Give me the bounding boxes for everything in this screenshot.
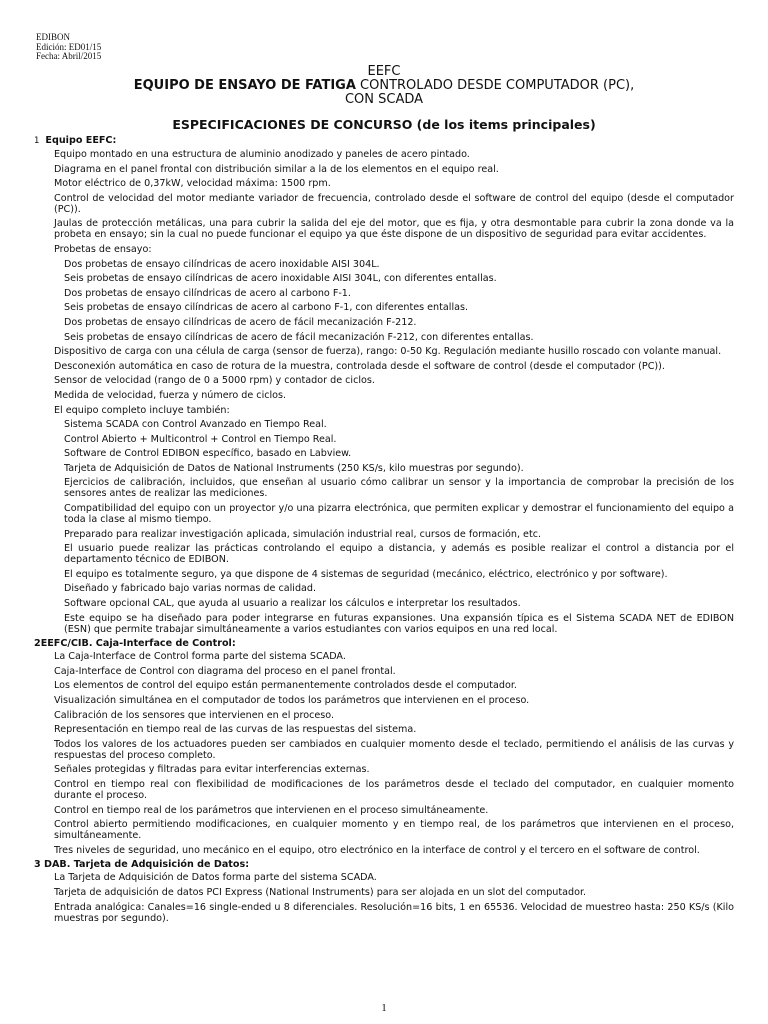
spec-item: El usuario puede realizar las prácticas controlando el equipo a distancia, y además es posible realizar el control a distancia por el departamento técnico de EDIBON. [64,543,734,566]
spec-item: Diagrama en el panel frontal con distribución similar a la de los elementos en el equipo real. [54,163,499,175]
spec-item: El equipo es totalmente seguro, ya que dispone de 4 sistemas de seguridad (mecánico, eléctrico, electrónico y por software). [64,568,668,580]
spec-item: Dispositivo de carga con una célula de carga (sensor de fuerza), rango: 0-50 Kg. Regulación mediante husillo roscado con volante manual. [54,346,722,358]
title-line-2: CON SCADA [344,92,424,107]
spec-item: Desconexión automática en caso de rotura de la muestra, controlada desde el software de control (desde el computador (PC)). [54,360,665,372]
spec-item: Entrada analógica: Canales=16 single-ended u 8 diferenciales. Resolución=16 bits, 1 en 65536. Velocidad de muestreo hasta: 250 KS/s (Kilo muestras por segundo). [54,901,734,924]
spec-item: Diseñado y fabricado bajo varias normas de calidad. [64,583,317,595]
document-header-meta [36,33,101,62]
spec-item: Todos los valores de los actuadores pueden ser cambiados en cualquier momento desde el teclado, permitiendo el análisis de las curvas y respuestas del proceso completo. [54,738,734,761]
spec-item: Caja-Interface de Control con diagrama del proceso en el panel frontal. [54,665,396,677]
spec-item: La Caja-Interface de Control forma parte del sistema SCADA. [54,651,346,663]
spec-item: Control de velocidad del motor mediante variador de frecuencia, controlado desde el software de control del equipo (desde el computador (PC)). [54,192,734,215]
spec-item: Seis probetas de ensayo cilíndricas de acero al carbono F-1, con diferentes entallas. [64,302,469,314]
spec-item: Probetas de ensayo: [54,243,152,255]
section-heading [34,135,734,147]
section-number: 3 [34,859,41,871]
company-name: EDIBON [36,32,70,42]
spec-item: Software opcional CAL, que ayuda al usuario a realizar los cálculos e interpretar los resultados. [64,598,521,610]
section-heading [34,859,734,870]
spec-item: Sistema SCADA con Control Avanzado en Tiempo Real. [64,419,327,431]
spec-item: Señales protegidas y filtradas para evitar interferencias externas. [54,764,370,776]
spec-item: Los elementos de control del equipo están permanentemente controlados desde el computador. [54,680,517,692]
section-heading [34,638,734,649]
spec-item: Motor eléctrico de 0,37kW, velocidad máxima: 1500 rpm. [54,178,331,190]
section-title: DAB. Tarjeta de Adquisición de Datos: [44,859,250,871]
spec-item: Control en tiempo real de los parámetros que intervienen en el proceso simultáneamente. [54,804,489,816]
spec-item: Equipo montado en una estructura de aluminio anodizado y paneles de acero pintado. [54,149,470,160]
spec-item: La Tarjeta de Adquisición de Datos forma parte del sistema SCADA. [54,872,377,884]
spec-item: Control abierto permitiendo modificaciones, en cualquier momento y en tiempo real, de los parámetros que intervienen en el proceso, simultáneamente. [54,819,734,842]
date-label: Fecha: Abril/2015 [36,51,102,61]
page-number: 1 [381,1002,387,1014]
title-bold-part: EQUIPO DE ENSAYO DE FATIGA [133,78,356,93]
spec-item: Compatibilidad del equipo con un proyector y/o una pizarra electrónica, que permiten explicar y demostrar el funcionamiento del equipo a toda la clase al mismo tiempo. [64,503,734,526]
section-title: EEFC/CIB. Caja-Interface de Control: [40,638,236,650]
spec-item: Este equipo se ha diseñado para poder integrarse en futuras expansiones. Una expansión típica es el Sistema SCADA NET de EDIBON (ESN) que permite trabajar simultáneamente a varios estudiantes con varios equipos en una red local. [64,612,734,635]
spec-item: Control en tiempo real con flexibilidad de modificaciones de los parámetros desde el teclado del computador, en cualquier momento durante el proceso. [54,778,734,801]
document-title [0,65,768,107]
spec-item: Tres niveles de seguridad, uno mecánico en el equipo, otro electrónico en la interface de control y el tercero en el software de control. [54,844,700,856]
spec-item: El equipo completo incluye también: [54,404,230,416]
spec-item: Dos probetas de ensayo cilíndricas de acero inoxidable AISI 304L. [64,258,380,270]
section-number: 2 [34,638,41,650]
spec-item: Seis probetas de ensayo cilíndricas de acero de fácil mecanización F-212, con diferentes entallas. [64,331,534,343]
spec-item: Preparado para realizar investigación aplicada, simulación industrial real, cursos de formación, etc. [64,528,542,540]
spec-item: Medida de velocidad, fuerza y número de ciclos. [54,389,287,401]
spec-item: Visualización simultánea en el computador de todos los parámetros que intervienen en el proceso. [54,695,530,706]
product-code: EEFC [367,64,401,79]
spec-item: Tarjeta de adquisición de datos PCI Express (National Instruments) para ser alojada en un slot del computador. [54,886,587,898]
spec-item: Sensor de velocidad (rango de 0 a 5000 rpm) y contador de ciclos. [54,375,375,387]
edition-label: Edición: ED01/15 [36,41,102,52]
specifications-body [34,133,734,927]
spec-item: Seis probetas de ensayo cilíndricas de acero inoxidable AISI 304L, con diferentes entallas. [64,273,497,285]
section-title: Equipo EEFC: [45,135,117,146]
title-rest-part: CONTROLADO DESDE COMPUTADOR (PC), [355,78,635,93]
specifications-heading: ESPECIFICACIONES DE CONCURSO (de los items principales) [172,117,596,132]
spec-item: Representación en tiempo real de las curvas de las respuestas del sistema. [54,724,417,736]
spec-item: Ejercicios de calibración, incluidos, que enseñan al usuario cómo calibrar un sensor y la importancia de comprobar la precisión de los sensores antes de realizar las mediciones. [64,477,734,500]
spec-item: Dos probetas de ensayo cilíndricas de acero de fácil mecanización F-212. [64,316,417,328]
spec-item: Tarjeta de Adquisición de Datos de National Instruments (250 KS/s, kilo muestras por segundo). [64,462,524,474]
section-number: 1 [34,136,40,146]
spec-item: Calibración de los sensores que intervienen en el proceso. [54,709,335,721]
title-line-1 [0,79,768,93]
spec-item: Software de Control EDIBON específico, basado en Labview. [64,448,352,460]
spec-item: Dos probetas de ensayo cilíndricas de acero al carbono F-1. [64,287,351,299]
spec-item: Jaulas de protección metálicas, una para cubrir la salida del eje del motor, que es fija, y otra desmontable para cubrir la zona donde va la probeta en ensayo; sin la cual no puede funcionar el equipo ya que éste dispone de un dispositivo de seguridad para evitar accidentes. [54,218,734,241]
spec-item: Control Abierto + Multicontrol + Control en Tiempo Real. [64,433,337,445]
